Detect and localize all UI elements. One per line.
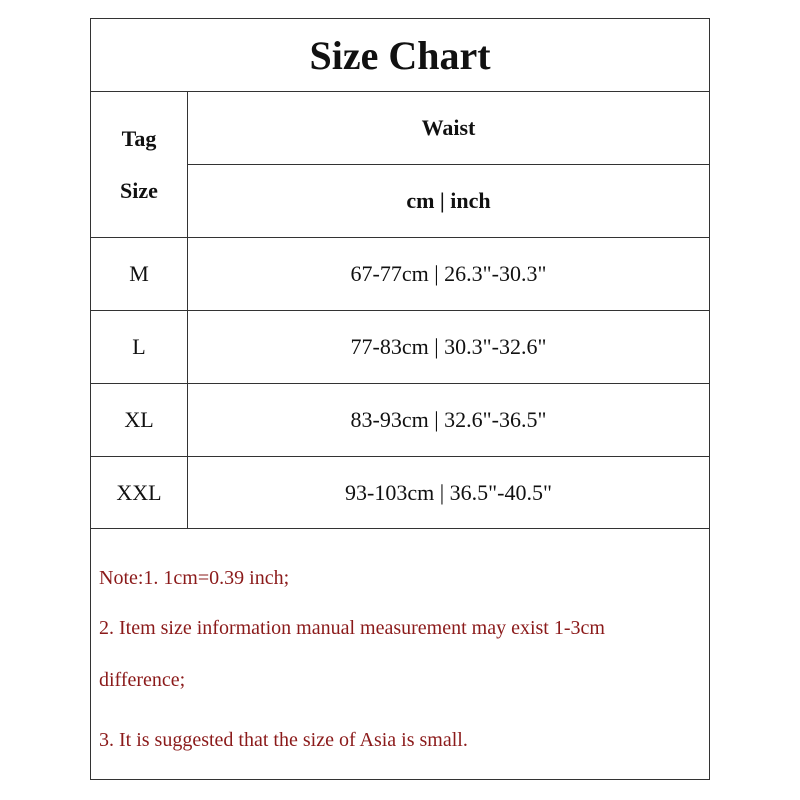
waist-cell: 83-93cm | 32.6"-36.5" [350,407,547,432]
table-row [91,238,709,311]
waist-cell: 93-103cm | 36.5"-40.5" [345,479,552,505]
tag-size-cell: L [91,311,188,383]
tag-size-header [91,92,188,237]
tag-size-cell: XXL [91,457,188,528]
tag-size-cell: XL [91,384,188,456]
note-line-4: 3. It is suggested that the size of Asia is small. [99,729,468,751]
waist-header [188,92,709,237]
tag-size-cell: M [91,238,188,310]
note-line-2: 2. Item size information manual measurement may exist 1-3cm [99,617,605,639]
note-line-1: Note:1. 1cm=0.39 inch; [99,567,290,589]
table-row [91,384,709,457]
waist-cell: 67-77cm | 26.3"-30.3" [350,261,547,286]
tag-size-header-line1: Tag [121,125,157,151]
units-header-label: cm | inch [406,187,491,213]
chart-title: Size Chart [91,19,709,92]
table-row [91,457,709,529]
header-row [91,92,709,238]
tag-size-header-line2: Size [120,177,158,203]
note-line-3: difference; [99,669,186,691]
size-chart-table [90,18,710,780]
waist-header-label: Waist [188,92,709,165]
waist-cell: 77-83cm | 30.3"-32.6" [350,334,547,359]
table-row [91,311,709,384]
